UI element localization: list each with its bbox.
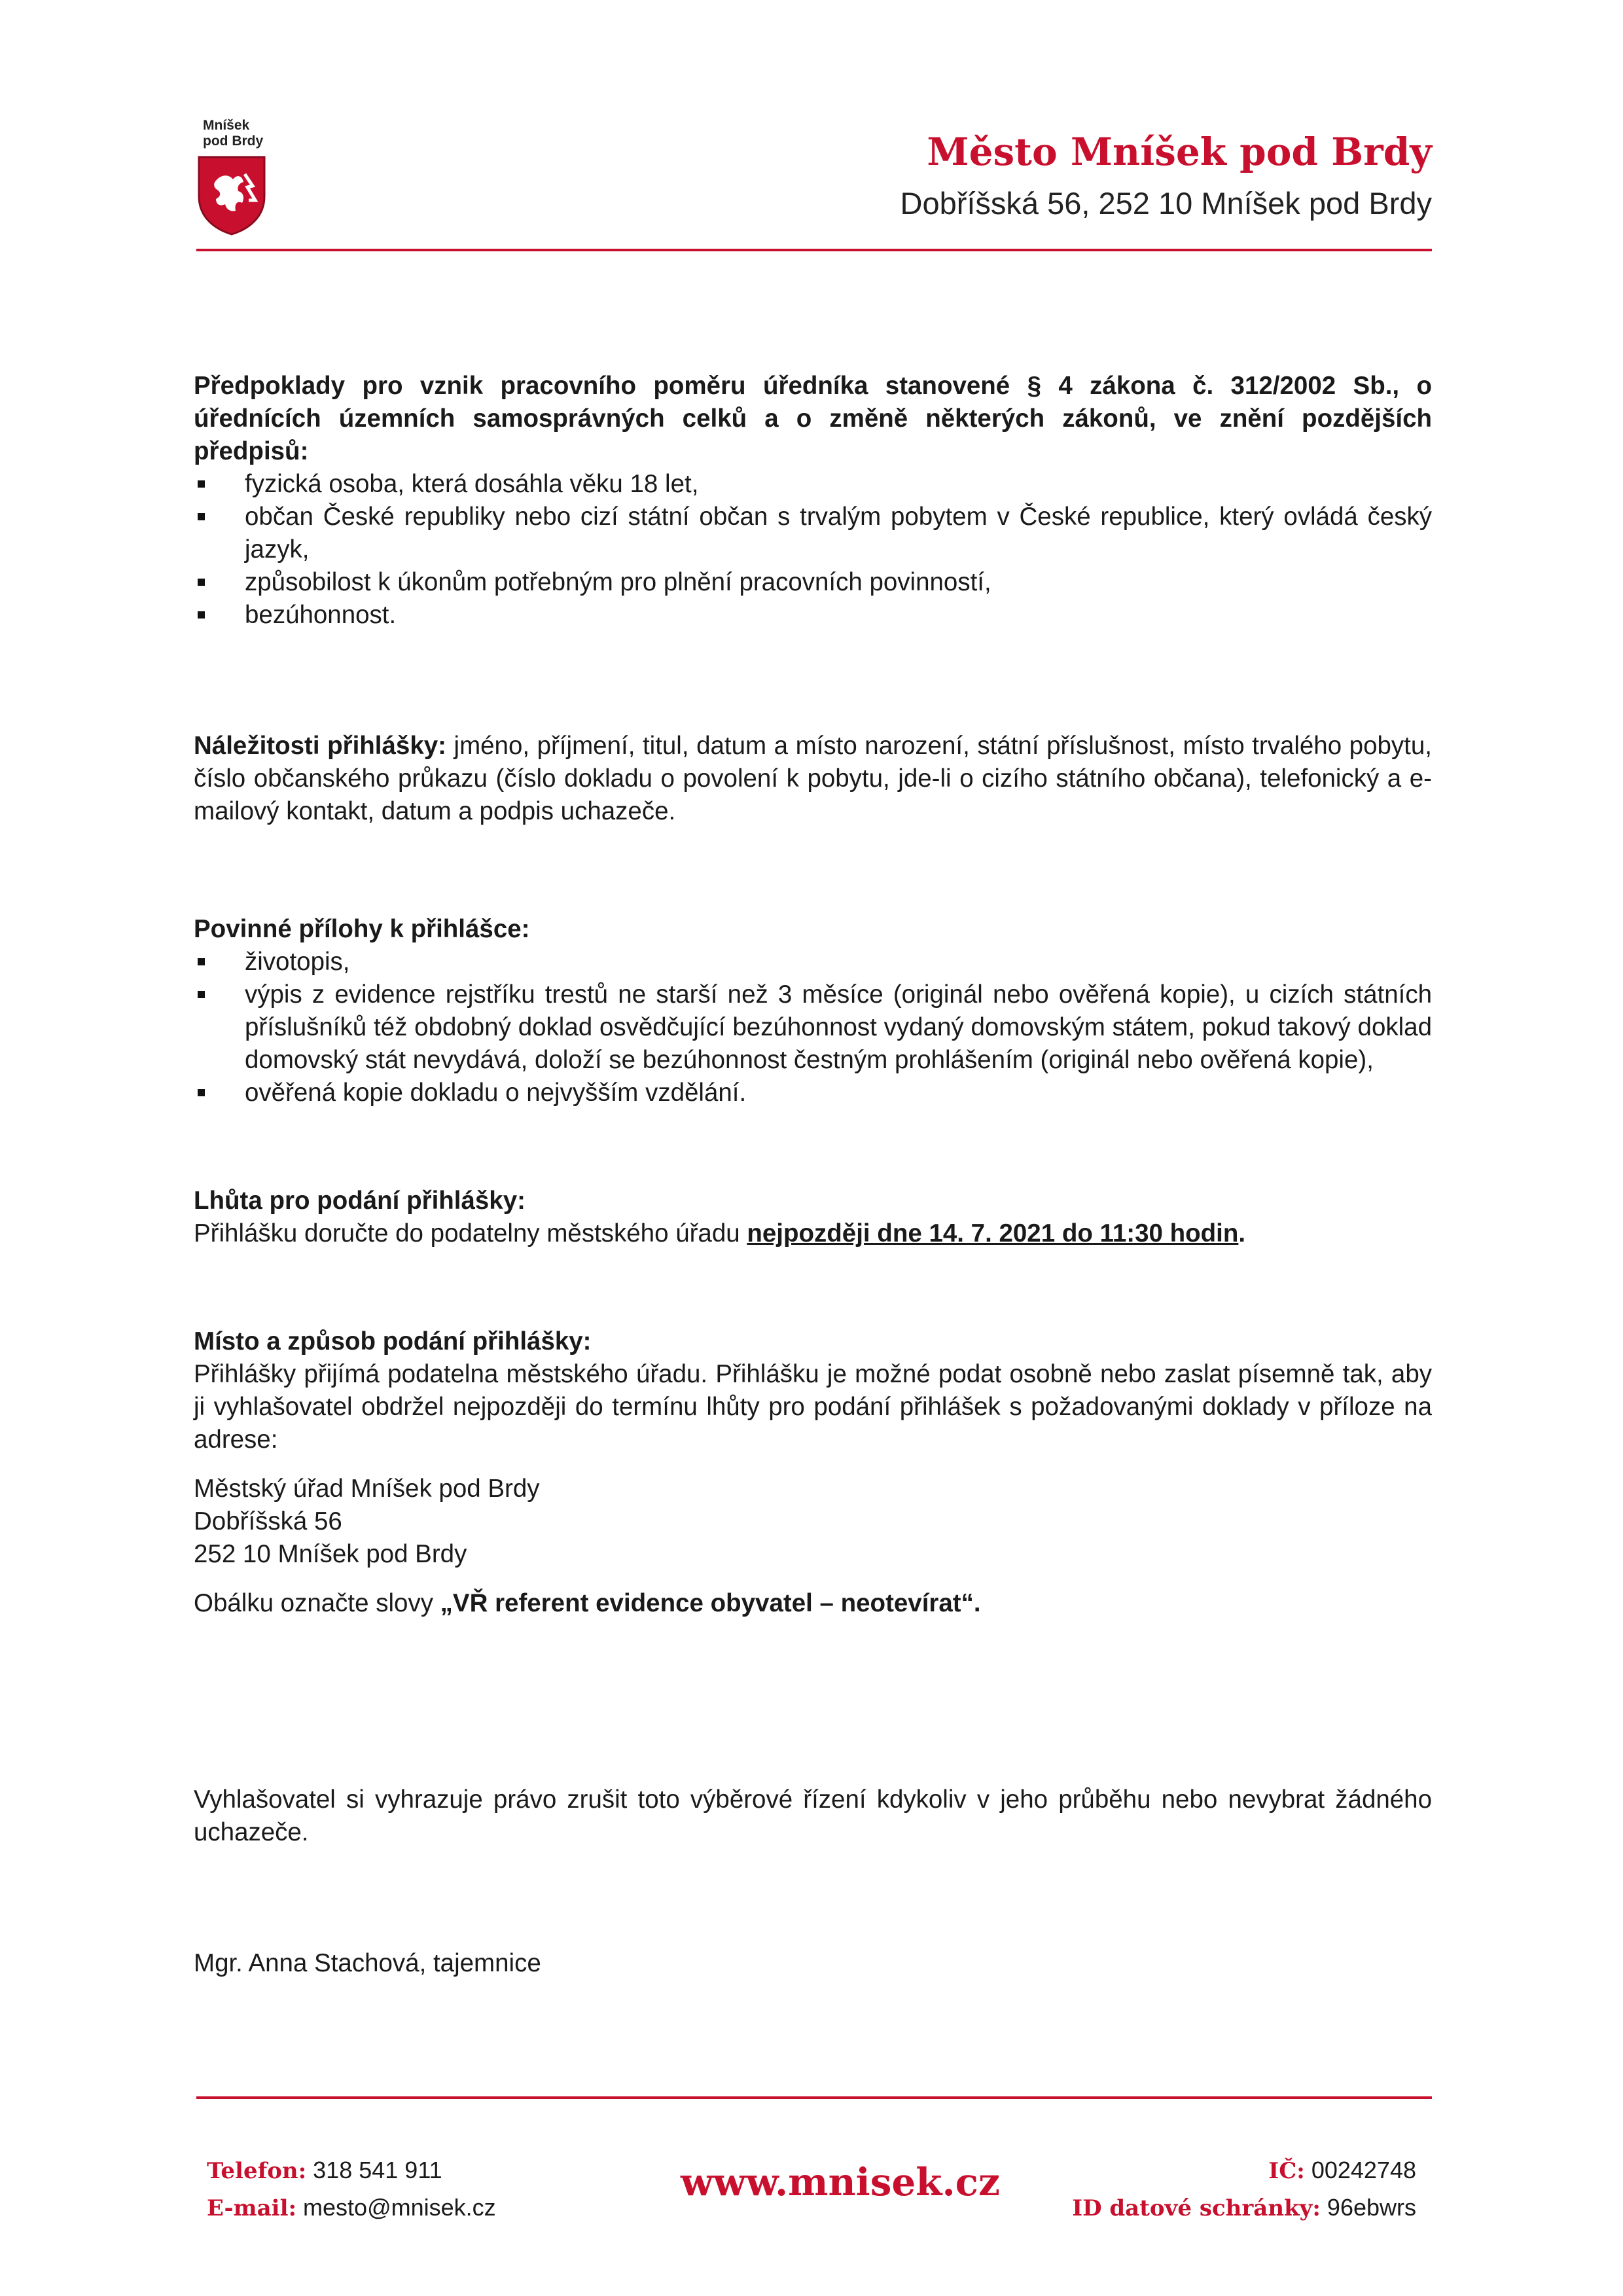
envelope-label: „VŘ referent evidence obyvatel – neotevírat“. — [440, 1589, 981, 1617]
ico-label: IČ: — [1268, 2158, 1305, 2184]
attachments-heading: Povinné přílohy k přihlášce: — [194, 915, 530, 943]
list-item: ověřená kopie dokladu o nejvyšším vzdělání. — [194, 1077, 1432, 1109]
deadline-date: nejpozději dne 14. 7. 2021 do 11:30 hodin — [747, 1219, 1239, 1247]
footer-identifiers — [1072, 2152, 1416, 2227]
list-item: občan České republiky nebo cizí státní občan s trvalým pobytem v České republice, který ovládá český jazyk, — [194, 501, 1432, 566]
phone-value: 318 541 911 — [306, 2157, 442, 2183]
footer-phone — [207, 2152, 496, 2189]
application-requirements-heading: Náležitosti přihlášky: — [194, 732, 446, 760]
application-requirements — [194, 730, 1432, 828]
list-item: bezúhonnost. — [194, 599, 1432, 632]
document-body — [194, 370, 1432, 1980]
prerequisites-heading: Předpoklady pro vznik pracovního poměru úředníka stanovené § 4 zákona č. 312/2002 Sb., o úřednících územních samosprávných celků a o změně některých zákonů, ve znění pozdějších předpisů: — [194, 372, 1432, 465]
prerequisites-list — [194, 468, 1432, 632]
databox-label: ID datové schránky: — [1072, 2195, 1321, 2221]
deadline-text — [194, 1217, 1432, 1250]
list-item: fyzická osoba, která dosáhla věku 18 let, — [194, 468, 1432, 501]
list-item: životopis, — [194, 946, 1432, 978]
logo-line-2: pod Brdy — [203, 134, 264, 149]
deadline-heading: Lhůta pro podání přihlášky: — [194, 1187, 526, 1215]
submission-text: Přihlášky přijímá podatelna městského úřadu. Přihlášku je možné podat osobně nebo zaslat písemně tak, aby ji vyhlašovatel obdržel nejpozději do termínu lhůty pro podání přihlášek s požadovanými doklady v příloze na adrese: — [194, 1360, 1432, 1454]
address-line-1: Městský úřad Mníšek pod Brdy — [194, 1475, 540, 1503]
reservation-text: Vyhlašovatel si vyhrazuje právo zrušit toto výběrové řízení kdykoliv v jeho průběhu nebo nevybrat žádného uchazeče. — [194, 1785, 1432, 1846]
footer-contact — [207, 2152, 496, 2227]
list-item: způsobilost k úkonům potřebným pro plnění pracovních povinností, — [194, 566, 1432, 599]
logo-text — [196, 118, 275, 149]
email-value: mesto@mnisek.cz — [296, 2194, 496, 2221]
phone-label: Telefon: — [207, 2158, 307, 2184]
header-title: Město Mníšek pod Brdy — [927, 130, 1432, 174]
header-address: Dobříšská 56, 252 10 Mníšek pod Brdy — [900, 186, 1432, 221]
attachments-list — [194, 946, 1432, 1109]
footer-website: www.mnisek.cz — [681, 2160, 1000, 2204]
application-requirements-text: jméno, příjmení, titul, datum a místo narození, státní příslušnost, místo trvalého pobytu, číslo občanského průkazu (číslo dokladu o povolení k pobytu, jde-li o cizího státního občana), telefonický a e-mailový kontakt, datum a podpis uchazeče. — [194, 732, 1432, 825]
signature: Mgr. Anna Stachová, tajemnice — [194, 1949, 541, 1977]
logo-line-1: Mníšek — [203, 118, 250, 133]
list-item: výpis z evidence rejstříku trestů ne starší než 3 měsíce (originál nebo ověřená kopie), u cizích státních příslušníků též obdobný doklad osvědčující bezúhonnost vydaný domovským státem, pokud takový doklad domovský stát nevydává, doloží se bezúhonnost čestným prohlášením (originál nebo ověřená kopie), — [194, 978, 1432, 1077]
address-line-2: Dobříšská 56 — [194, 1507, 342, 1535]
databox-value: 96ebwrs — [1320, 2194, 1416, 2221]
envelope-prefix: Obálku označte slovy — [194, 1589, 440, 1617]
ico-value: 00242748 — [1304, 2157, 1416, 2183]
city-logo — [196, 118, 275, 236]
footer-databox — [1072, 2189, 1416, 2227]
deadline-end: . — [1238, 1219, 1246, 1247]
header-divider — [196, 249, 1432, 251]
deadline-lead: Přihlášku doručte do podatelny městského úřadu — [194, 1219, 747, 1247]
coat-of-arms-icon — [196, 154, 267, 236]
footer-divider — [196, 2096, 1432, 2099]
envelope-instruction — [194, 1587, 1432, 1620]
submission-heading: Místo a způsob podání přihlášky: — [194, 1327, 592, 1355]
footer-ico — [1072, 2152, 1416, 2189]
address-line-3: 252 10 Mníšek pod Brdy — [194, 1540, 467, 1568]
email-label: E-mail: — [207, 2195, 297, 2221]
footer-email — [207, 2189, 496, 2227]
